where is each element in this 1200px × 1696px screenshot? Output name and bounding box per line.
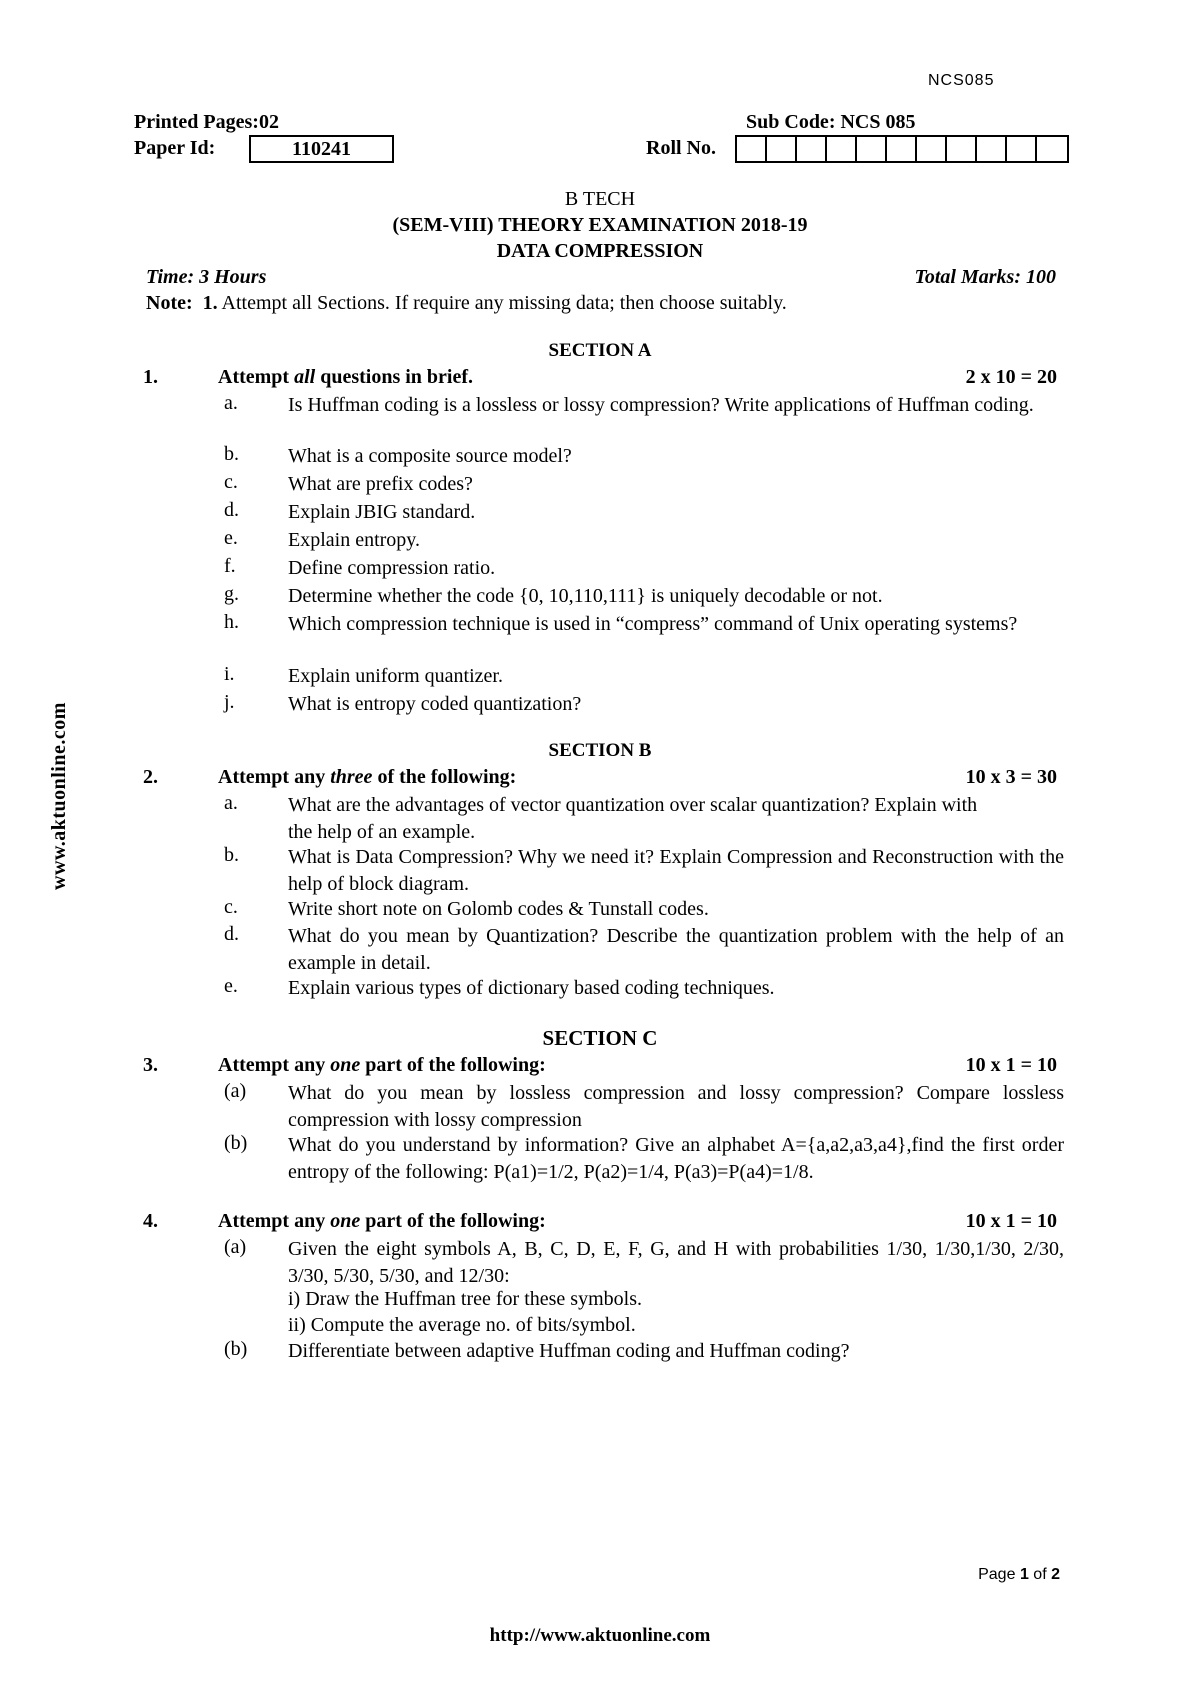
note-label: Note: [146, 292, 193, 314]
sub-code: Sub Code: NCS 085 [746, 111, 916, 133]
question-4-number: 4. [143, 1210, 158, 1232]
question-1-heading: Attempt all questions in brief. [218, 366, 474, 388]
total-marks: Total Marks: 100 [914, 266, 1056, 288]
printed-pages: Printed Pages:02 [134, 111, 279, 133]
paper-id-label: Paper Id: [134, 137, 216, 159]
page-number: Page 1 of 2 [978, 1566, 1060, 1583]
footer-url: http://www.aktuonline.com [489, 1625, 711, 1646]
sub-item: i) Draw the Huffman tree for these symbols. [288, 1288, 642, 1310]
title-line-2: (SEM-VIII) THEORY EXAMINATION 2018-19 [392, 214, 808, 236]
question-1-marks: 2 x 10 = 20 [965, 366, 1057, 388]
note [146, 292, 787, 315]
paper-code-top: NCS085 [928, 72, 995, 89]
roll-no-label: Roll No. [646, 137, 716, 159]
question-2-heading: Attempt any three of the following: [218, 766, 517, 788]
question-3-heading: Attempt any one part of the following: [218, 1054, 546, 1076]
question-2-marks: 10 x 3 = 30 [965, 766, 1057, 788]
question-3-marks: 10 x 1 = 10 [965, 1054, 1057, 1076]
question-2-number: 2. [143, 766, 158, 788]
roll-no-boxes [735, 135, 1069, 163]
section-a-title: SECTION A [548, 340, 652, 361]
question-1-number: 1. [143, 366, 158, 388]
note-text: Attempt all Sections. If require any missing data; then choose suitably. [221, 292, 787, 314]
sub-item: ii) Compute the average no. of bits/symbol. [288, 1314, 636, 1336]
section-b-title: SECTION B [548, 740, 652, 761]
question-4-marks: 10 x 1 = 10 [965, 1210, 1057, 1232]
section-c-title: SECTION C [542, 1026, 658, 1050]
question-3-number: 3. [143, 1054, 158, 1076]
paper-id-box: 110241 [249, 135, 394, 163]
title-line-1: B TECH [564, 188, 636, 210]
side-watermark: www.aktuonline.com [48, 702, 70, 890]
title-line-3: DATA COMPRESSION [496, 240, 704, 262]
time-allowed: Time: 3 Hours [146, 266, 267, 288]
note-number: 1. [202, 292, 218, 314]
question-4-heading: Attempt any one part of the following: [218, 1210, 546, 1232]
